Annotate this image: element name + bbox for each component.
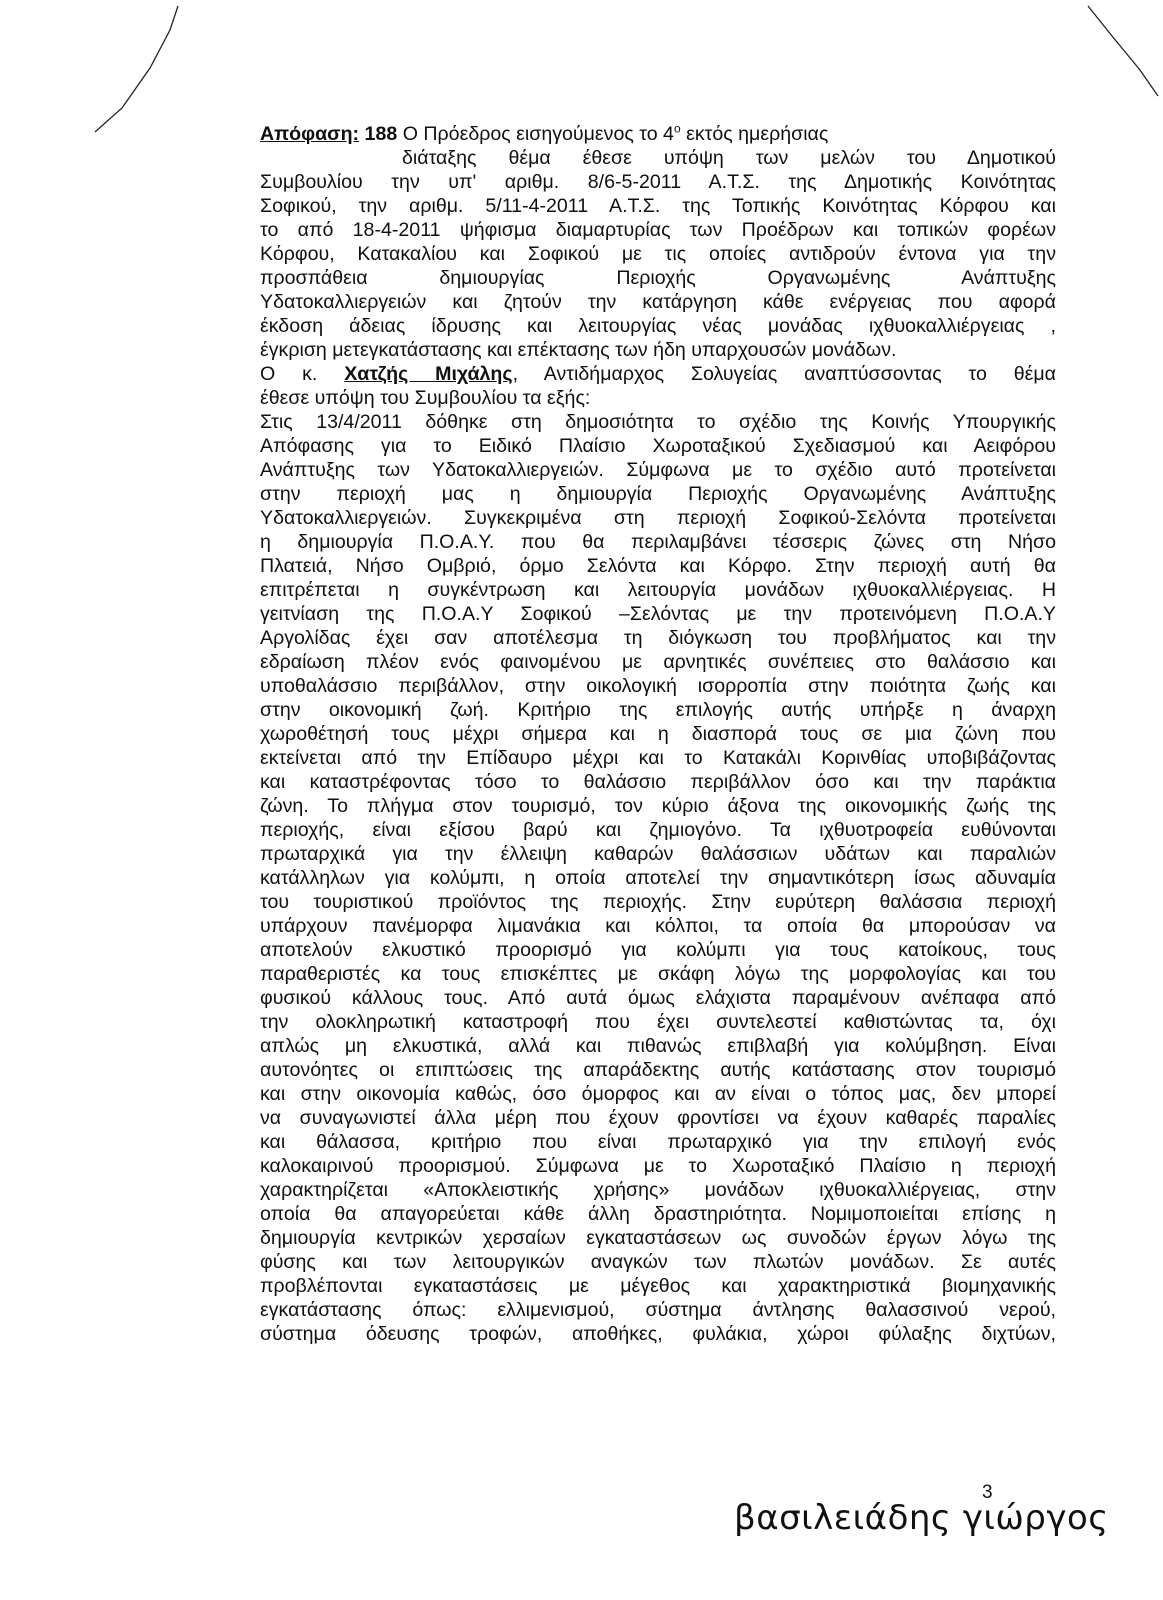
text-line: κατάλληλων για κολύμπι, η οποία αποτελεί την σημαντικότερη ίσως αδυναμία <box>260 867 1056 889</box>
decision-label: Απόφαση: <box>260 123 360 145</box>
speaker-name: Χατζής Μιχάλης <box>344 363 513 385</box>
header-text-1: Ο Πρόεδρος εισηγούμενος το 4 <box>402 123 674 145</box>
text-line: χωροθέτησή τους μέχρι σήμερα και η διασπορά τους σε μια ζώνη που <box>260 723 1056 745</box>
text-line: δημιουργία κεντρικών χερσαίων εγκαταστάσεων ως συνοδών έργων λόγω της <box>260 1227 1056 1249</box>
text-line: και στην οικονομία καθώς, όσο όμορφος και αν είναι ο τόπος μας, δεν μπορεί <box>260 1083 1056 1105</box>
header-superscript: ο <box>673 122 681 136</box>
text-line: προβλέπονται εγκαταστάσεις με μέγεθος και χαρακτηριστικά βιομηχανικής <box>260 1275 1056 1297</box>
text-line: καλοκαιρινού προορισμού. Σύμφωνα με το Χωροταξικό Πλαίσιο η περιοχή <box>260 1155 1056 1177</box>
text-line: Υδατοκαλλιεργειών και ζητούν την κατάργηση κάθε ενέργειας που αφορά <box>260 291 1056 313</box>
document-body <box>260 122 1056 1346</box>
header-text-1-end: εκτός ημερήσιας <box>686 123 829 145</box>
speaker-line <box>260 362 1056 386</box>
page-number: 3 <box>982 1482 993 1503</box>
decision-number: 188 <box>364 123 398 145</box>
text-line: οποία θα απαγορεύεται κάθε άλλη δραστηριότητα. Νομιμοποιείται επίσης η <box>260 1203 1056 1225</box>
text-line: έκδοση άδειας ίδρυσης και λειτουργίας νέας μονάδας ιχθυοκαλλιέργειας , <box>260 315 1056 337</box>
text-line: έγκριση μετεγκατάστασης και επέκτασης των ήδη υπαρχουσών μονάδων. <box>260 339 897 361</box>
left-pen-stroke <box>95 6 178 132</box>
text-line: Απόφασης για το Ειδικό Πλαίσιο Χωροταξικού Σχεδιασμού και Αειφόρου <box>260 435 1056 457</box>
text-line: Κόρφου, Κατακαλίου και Σοφικού με τις οποίες αντιδρούν έντονα για την <box>260 243 1056 265</box>
text-line: εδραίωση πλέον ενός φαινομένου με αρνητικές συνέπειες στο θαλάσσιο και <box>260 651 1056 673</box>
text-line: φυσικού κάλλους τους. Από αυτά όμως ελάχιστα παραμένουν ανέπαφα από <box>260 987 1056 1009</box>
text-line: να συναγωνιστεί άλλα μέρη που έχουν φροντίσει να έχουν καθαρές παραλίες <box>260 1107 1056 1129</box>
text-line: περιοχής, είναι εξίσου βαρύ και ζημιογόνο. Τα ιχθυοτροφεία ευθύνονται <box>260 819 1056 841</box>
text-line: εκτείνεται από την Επίδαυρο μέχρι και το Κατακάλι Κορινθίας υποβιβάζοντας <box>260 747 1056 769</box>
text-line: υπάρχουν πανέμορφα λιμανάκια και κόλποι, τα οποία θα μπορούσαν να <box>260 915 1056 937</box>
text-line: πρωταρχικά για την έλλειψη καθαρών θαλάσσιων υδάτων και παραλιών <box>260 843 1056 865</box>
text-line: Στις 13/4/2011 δόθηκε στη δημοσιότητα το σχέδιο της Κοινής Υπουργικής <box>260 411 1056 433</box>
speaker-statement-paragraph <box>260 410 1056 1346</box>
text-line: ζώνη. Το πλήγμα στον τουρισμό, τον κύριο άξονα της οικονομικής ζωής της <box>260 795 1056 817</box>
text-line: Ανάπτυξης των Υδατοκαλλιεργειών. Σύμφωνα με το σχέδιο αυτό προτείνεται <box>260 459 1056 481</box>
text-line: η δημιουργία Π.Ο.Α.Υ. που θα περιλαμβάνει τέσσερις ζώνες στη Νήσο <box>260 531 1056 553</box>
text-line: επιτρέπεται η συγκέντρωση και λειτουργία μονάδων ιχθυοκαλλιέργειας. Η <box>260 579 1056 601</box>
text-line: του τουριστικού προϊόντος της περιοχής. Στην ευρύτερη θαλάσσια περιοχή <box>260 891 1056 913</box>
text-line: Συμβουλίου την υπ' αριθμ. 8/6-5-2011 Α.Τ.Σ. της Δημοτικής Κοινότητας <box>260 171 1056 193</box>
text-line: παραθεριστές κα τους επισκέπτες με σκάφη λόγω της μορφολογίας και του <box>260 963 1056 985</box>
text-line: αυτονόητες οι επιπτώσεις της απαράδεκτης αυτής κατάστασης στον τουρισμό <box>260 1059 1056 1081</box>
text-line: την ολοκληρωτική καταστροφή που έχει συντελεστεί καθιστώντας τα, όχι <box>260 1011 1056 1033</box>
decision-header-line-2: διάταξης θέμα έθεσε υπόψη των μελών του Δημοτικού <box>402 147 1056 169</box>
text-line: σύστημα όδευσης τροφών, αποθήκες, φυλάκια, χώροι φύλαξης διχτύων, <box>260 1323 1056 1345</box>
handwritten-signature: βασιλειάδης γιώργος <box>734 1498 1109 1538</box>
text-line: προσπάθεια δημιουργίας Περιοχής Οργανωμένης Ανάπτυξης <box>260 267 1056 289</box>
text-line: χαρακτηρίζεται «Αποκλειστικής χρήσης» μονάδων ιχθυοκαλλιέργειας, στην <box>260 1179 1056 1201</box>
text-line: γειτνίαση της Π.Ο.Α.Υ Σοφικού –Σελόντας με την προτεινόμενη Π.Ο.Α.Υ <box>260 603 1056 625</box>
text-line: Υδατοκαλλιεργειών. Συγκεκριμένα στη περιοχή Σοφικού-Σελόντα προτείνεται <box>260 507 1056 529</box>
introduction-paragraph <box>260 170 1056 362</box>
speaker-prefix: Ο κ. <box>260 363 318 385</box>
right-pen-stroke <box>1088 6 1158 96</box>
speaker-line-2: έθεσε υπόψη του Συμβουλίου τα εξής: <box>260 387 591 409</box>
text-line: στην οικονομική ζωή. Κριτήριο της επιλογής αυτής υπήρξε η άναρχη <box>260 699 1056 721</box>
text-line: το από 18-4-2011 ψήφισμα διαμαρτυρίας των Προέδρων και τοπικών φορέων <box>260 219 1056 241</box>
text-line: και θάλασσα, κριτήριο που είναι πρωταρχικό για την επιλογή ενός <box>260 1131 1056 1153</box>
text-line: Αργολίδας έχει σαν αποτέλεσμα τη διόγκωση του προβλήματος και την <box>260 627 1056 649</box>
text-line: Πλατειά, Νήσο Ομβριό, όρμο Σελόντα και Κόρφο. Στην περιοχή αυτή θα <box>260 555 1056 577</box>
text-line: στην περιοχή μας η δημιουργία Περιοχής Οργανωμένης Ανάπτυξης <box>260 483 1056 505</box>
text-line: Σοφικού, την αριθμ. 5/11-4-2011 Α.Τ.Σ. της Τοπικής Κοινότητας Κόρφου και <box>260 195 1056 217</box>
text-line: υποθαλάσσιο περιβάλλον, στην οικολογική ισορροπία στην ποιότητα ζωής και <box>260 675 1056 697</box>
text-line: εγκατάστασης όπως: ελλιμενισμού, σύστημα άντλησης θαλασσινού νερού, <box>260 1299 1056 1321</box>
text-line: αποτελούν ελκυστικό προορισμό για κολύμπι για τους κατοίκους, τους <box>260 939 1056 961</box>
speaker-role: , Αντιδήμαρχος Σολυγείας αναπτύσσοντας το θέμα <box>512 363 1056 385</box>
text-line: φύσης και των λειτουργικών αναγκών των πλωτών μονάδων. Σε αυτές <box>260 1251 1056 1273</box>
text-line: και καταστρέφοντας τόσο το θαλάσσιο περιβάλλον όσο και την παράκτια <box>260 771 1056 793</box>
decision-header-line <box>260 122 1056 146</box>
text-line: απλώς μη ελκυστικά, αλλά και πιθανώς επιβλαβή για κολύμβηση. Είναι <box>260 1035 1056 1057</box>
